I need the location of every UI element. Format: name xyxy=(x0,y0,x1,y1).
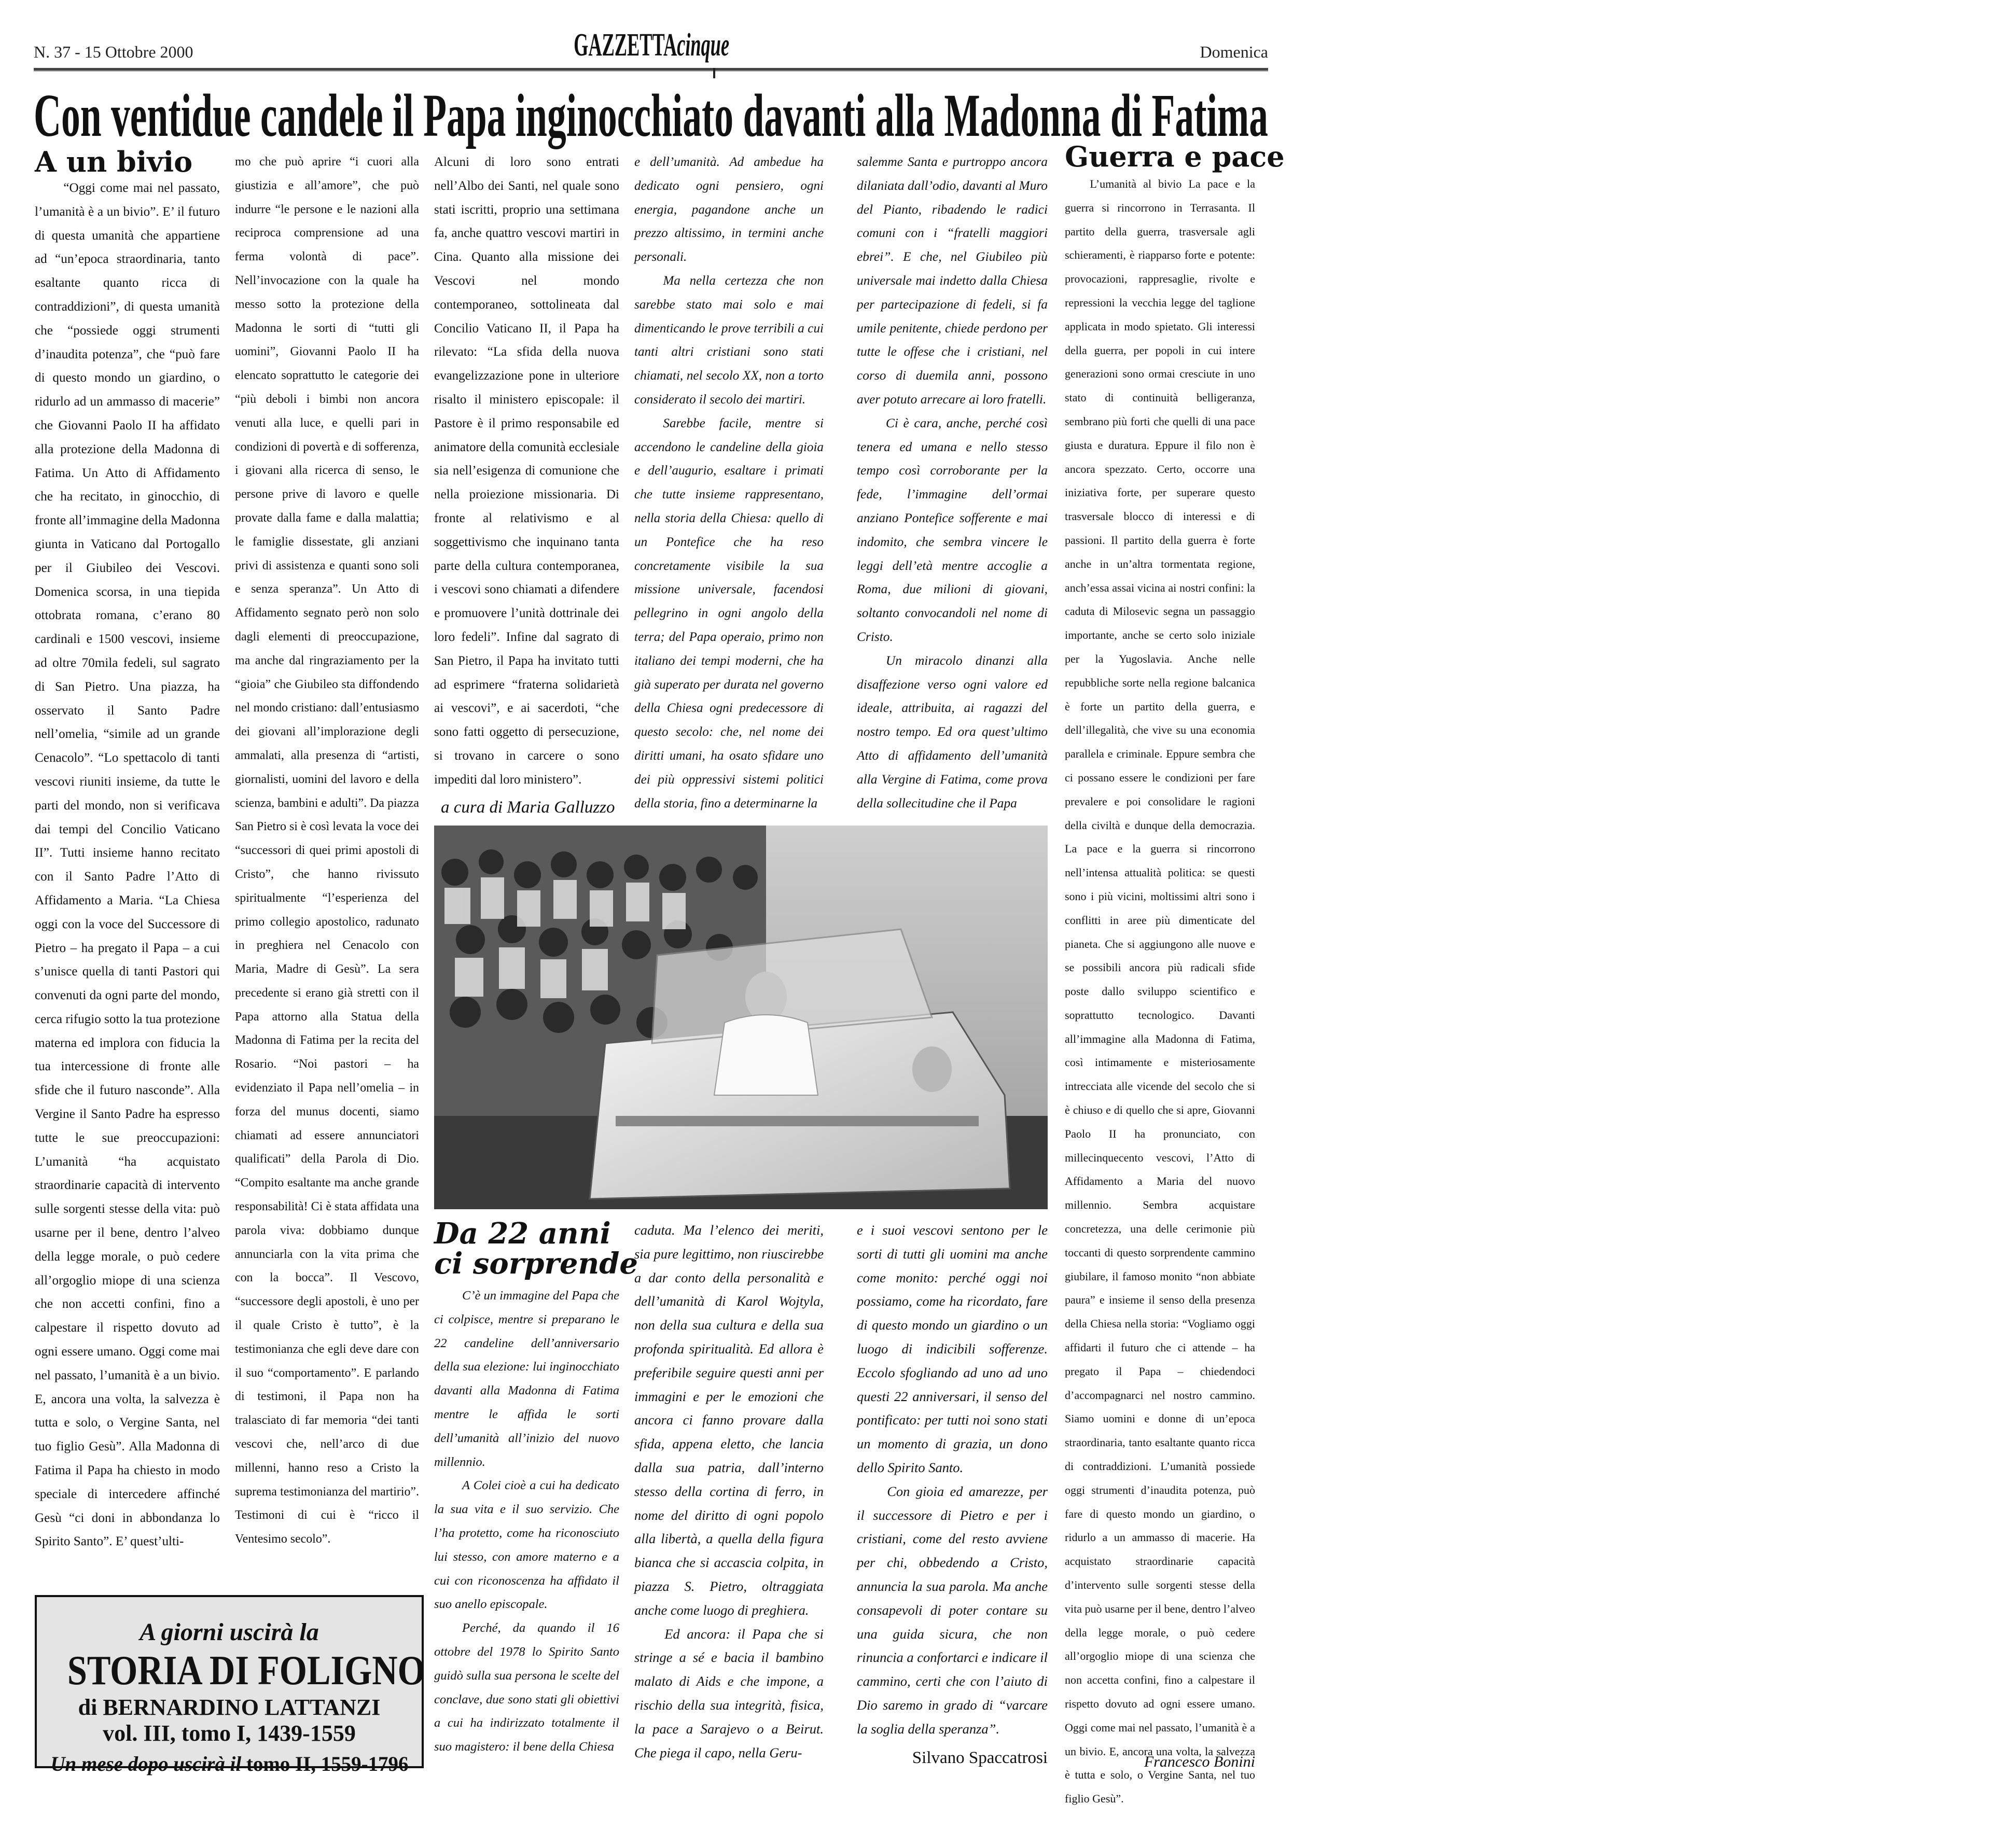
author-signature: Francesco Bonini xyxy=(1144,1753,1255,1770)
ad-next-prefix: Un mese dopo uscirà il xyxy=(50,1752,241,1775)
paragraph: Sarebbe facile, mentre si accendono le candeline della gioia e dell’augurio, esaltare i primati che tutte insieme rappresentano, nella storia della Chiesa: quello di un Pontefice che ha reso concretamente visibile la sua missione universale, facendosi pellegrino in ogni angolo della terra; del Papa operaio, primo non italiano dei tempi moderni, che ha già superato per durata nel governo della Chiesa ogni predecessore di questo secolo: che, nel nome dei diritti umani, ha osato sfidare uno dei più oppressivi sistemi politici della storia, fino a determinarne la xyxy=(634,416,824,810)
logo-main: GAZZETTA xyxy=(574,27,677,63)
article2-column-5-bottom xyxy=(857,1219,1048,1747)
paragraph: Con gioia ed amarezze, per il successore di Pietro e per i cristiani, come del resto avviene per chi, obbedendo a Cristo, annuncia la sua parola. Ma anche consapevoli di poter contare su una guida sicura, che non rinuncia a confortarci e indicare il cammino, certi che con l’aiuto di Dio saremo in grado di “varcare la soglia della speranza”. xyxy=(857,1483,1048,1737)
paragraph: Alcuni di loro sono entrati nell’Albo dei Santi, nel quale sono stati iscritti, proprio una settimana fa, anche quattro vescovi martiri in Cina. Quanto alla missione dei Vescovi nel mondo contemporaneo, sottolineata dal Concilio Vaticano II, il Papa ha rilevato: “La sfida della nuova evangelizzazione pone in ulteriore risalto il ministero episcopale: il Pastore è il primo responsabile ed animatore della comunità ecclesiale sia nell’esigenza di comunione che nella proiezione missionaria. Di fronte al relativismo e al soggettivismo che inquinano tanta parte della cultura contemporanea, i vescovi sono chiamati a difendere e promuovere l’unità dottrinale dei loro fedeli”. Infine dal sagrato di San Pietro, il Papa ha invitato tutti ad esprimere “fraterna solidarietà ai vescovi”, e ai sacerdoti, “che sono fatti oggetto di persecuzione, si trovano in carcere o sono impediti dal loro ministero”. xyxy=(434,155,620,787)
paragraph: Ed ancora: il Papa che si stringe a sé e bacia il bambino malato di Aids e che impone, a rischio della sua integrità, fisica, la pace a Sarajevo o a Beirut. Che piega il capo, nella Geru- xyxy=(634,1626,824,1760)
paragraph: Ci è cara, anche, perché così tenera ed umana e nello stesso tempo così corroborante per la fede, l’immagine dell’ormai anziano Pontefice sofferente e mai indomito, che sembra vincere le leggi dell’età mentre accoglie a Roma, due milioni di giovani, soltanto convocandoli nel nome di Cristo. xyxy=(857,415,1048,644)
book-advertisement xyxy=(35,1595,425,1775)
article1-column-3 xyxy=(434,150,619,793)
paragraph: e dell’umanità. Ad ambedue ha dedicato ogni pensiero, ogni energia, pagandone anche un prezzo altissimo, in termini anche personali. xyxy=(634,155,824,264)
issue-date: N. 37 - 15 Ottobre 2000 xyxy=(34,43,193,61)
ad-title: STORIA DI FOLIGNO xyxy=(67,1648,425,1694)
paragraph: salemme Santa e purtroppo ancora dilaniata dall’odio, davanti al Muro del Pianto, ribadendo le radici comuni con i “fratelli maggiori ebrei”. E che, nel Giubileo più universale mai indetto dalla Chiesa per partecipazione di fedeli, si fa umile penitente, chiede perdono per tutte le offese che i cristiani, nel corso di duemila anni, possono aver potuto arrecare ai loro fratelli. xyxy=(857,155,1048,407)
weekday: Domenica xyxy=(1200,43,1268,61)
page-headline: Con ventidue candele il Papa inginocchiato davanti alla Madonna di Fatima xyxy=(34,81,1268,149)
paragraph: mo che può aprire “i cuori alla giustizia e all’amore”, che può indurre “le persone e le nazioni alla reciproca comprensione ad una ferma volontà di pace”. Nell’invocazione con la quale ha messo sotto la protezione della Madonna le sorti di “tutti gli uomini”, Giovanni Paolo II ha elencato soprattutto le categorie dei “più deboli i bimbi non ancora venuti alla luce, e quelli pari in condizioni di povertà e di sofferenza, i giovani alla ricerca di senso, le persone prive di lavoro e quelle provate dalla fame e dalla malattia; le famiglie dissestate, gli anziani privi di assistenza e quanti sono soli e senza speranza”. Un Atto di Affidamento segnato però non solo dagli elementi di preoccupazione, ma anche dal ringraziamento per la “gioia” che Giubileo sta diffondendo nel mondo cristiano: dall’entusiasmo dei giovani all’implorazione degli ammalati, alla presenza di “artisti, giornalisti, uomini del lavoro e della scienza, bambini e adulti”. Da piazza San Pietro si è così levata la voce dei “successori di quei primi apostoli di Cristo”, che hanno rivissuto spiritualmente “l’esperienza del primo collegio apostolico, radunato in preghiera nel Cenacolo con Maria, Madre di Gesù”. La sera precedente si erano già stretti con il Papa attorno alla Statua della Madonna di Fatima per la recita del Rosario. “Noi pastori – ha evidenziato il Papa nell’omelia – in forza del munus docenti, siamo chiamati ad essere annunciatori qualificati” della Parola di Dio. “Compito esaltante ma anche grande responsabilità! Ci è stata affidata una parola viva: dobbiamo dunque annunciarla con la vita prima che con la bocca”. Il Vescovo, “successore degli apostoli, è uno per il quale Cristo è tutto”, è la testimonianza che egli deve dare con il suo “comportamento”. E parlando di testimoni, il Papa non ha tralasciato di far memoria “dei tanti vescovi che, nell’arco di due millenni, hanno reso a Cristo la suprema testimonianza del martirio”. Testimoni di cui è “ricco il Ventesimo secolo”. xyxy=(235,155,419,1546)
ad-intro: A giorni uscirà la xyxy=(140,1618,319,1646)
ad-author: di BERNARDINO LATTANZI xyxy=(78,1695,381,1720)
paragraph: caduta. Ma l’elenco dei meriti, sia pure legittimo, non riuscirebbe a dar conto della personalità e dell’umanità di Karol Wojtyla, non della sua cultura e della sua profonda spiritualità. Ed allora è preferibile seguire questi anni per immagini e per le emozioni che ancora ci fanno provare dalla sfida, appena eletto, che lancia dalla sua patria, dall’interno stesso della cortina di ferro, in nome del diritto di ogni popolo alla libertà, a quella della figura bianca che si accascia colpita, in piazza S. Pietro, oltraggiata anche come luogo di preghiera. xyxy=(634,1222,824,1618)
paragraph: Ma nella certezza che non sarebbe stato mai solo e mai dimenticando le prove terribili a cui tanti altri cristiani sono stati chiamati, nel secolo XX, non a torto considerato il secolo dei martiri. xyxy=(634,273,824,407)
article2-column-4-top xyxy=(634,150,824,822)
paragraph: L’umanità al bivio La pace e la guerra si rincorrono in Terrasanta. Il partito della guerra, trasversale agli schieramenti, è riapparso forte e potente: provocazioni, rappresaglie, rivolte e repressioni la vecchia legge del taglione applicata in modo spietato. Gli interessi della guerra, per popoli in cui intere generazioni sono ormai cresciute in uno stato di continuità belligeranza, sembrano più forti che quelli di una pace giusta e duratura. Eppure il filo non è ancora spezzato. Certo, occorre una iniziativa forte, per superare questo trasversale blocco di interessi e di passioni. Il partito della guerra è forte anche in un’altra tormentata regione, anch’essa assai vicina ai nostri confini: la caduta di Milosevic segna un passaggio importante, anche se certo solo iniziale per la Yugoslavia. Anche nelle repubbliche sorte nella regione balcanica è forte un partito della guerra, e dell’illegalità, che vive su una economia parallela e criminale. Eppure sembra che ci possano essere le condizioni per fare prevalere e poi consolidare le ragioni della civiltà e dunque della democrazia. La pace e la guerra si rincorrono nell’intensa attualità politica: se questi sono i più vicini, moltissimi altri sono i conflitti in aree più dimenticate del pianeta. Che si aggiungono alle nuove e se possibili ancora più radicali sfide poste dallo sviluppo scientifico e soprattutto tecnologico. Davanti all’immagine alla Madonna di Fatima, così intimamente e misteriosamente intrecciata alle vicende del secolo che si è chiuso e di quello che si apre, Giovanni Paolo II ha pronunciato, con millecinquecento vescovi, l’Atto di Affidamento a Maria del nuovo millennio. Sembra acquistare concretezza, una delle cerimonie più toccanti di questo sorprendente cammino giubilare, il famoso monito “non abbiate paura” e insieme il senso della presenza della Chiesa nella storia: “Vogliamo oggi affidarti il futuro che ci attende – ha pregato il Papa – chiedendoci d’accompagnarci nel nostro cammino. Siamo uomini e donne di un’epoca straordinaria, tanto esaltante quanto ricca di contraddizioni. L’umanità possiede oggi strumenti d’inaudita potenza, può fare di questo mondo un giardino, o ridurlo a un ammasso di macerie. Ha acquistato straordinarie capacità d’intervento sulle sorgenti stesse della vita può usarne per il bene, dentro l’alveo della legge morale, o può cedere all’orgoglio miope di una scienza che non accetta confini, fino a calpestare il rispetto dovuto ad ogni essere umano. Oggi come mai nel passato, l’umanità è a un bivio. E, ancora una volta, la salvezza è tutta e solo, o Vergine Santa, nel tuo figlio Gesù”. xyxy=(1065,177,1255,1806)
author-signature: Silvano Spaccatrosi xyxy=(912,1749,1048,1767)
ad-volume: vol. III, tomo I, 1439-1559 xyxy=(103,1721,356,1746)
section-title-a-un-bivio: A un bivio xyxy=(35,145,193,178)
masthead-rule xyxy=(34,68,1268,72)
ad-next-volume: tomo II, 1559-1796 xyxy=(246,1752,408,1775)
news-photo xyxy=(434,826,1048,1209)
article1-column-2 xyxy=(235,150,419,1566)
article2-column-4-bottom xyxy=(634,1219,824,1766)
newspaper-logo xyxy=(519,27,778,63)
section-title-da-22-anni-line2: ci sorprende xyxy=(434,1247,638,1281)
paragraph: “Oggi come mai nel passato, l’umanità è a un bivio”. E’ il futuro di questa umanità che appartiene ad “un’epoca straordinaria, tanto esaltante quanto ricca di contraddizioni”, di questa umanità che “possiede oggi strumenti d’inaudita potenza”, che “può fare di questo mondo un giardino, o ridurlo ad un ammasso di macerie” che Giovanni Paolo II ha affidato alla protezione della Madonna di Fatima. Un Atto di Affidamento che ha recitato, in ginocchio, di fronte all’immagine della Madonna giunta in Vaticano dal Portogallo per il Giubileo dei Vescovi. Domenica scorsa, in una tiepida ottobrata romana, c’erano 80 cardinali e 1500 vescovi, insieme ad oltre 70mila fedeli, sul sagrato di San Pietro. Una piazza, ha osservato il Santo Padre nell’omelia, “simile ad un grande Cenacolo”. “Lo spettacolo di tanti vescovi riuniti insieme, da tutte le parti del mondo, non si verificava dai tempi del Concilio Vaticano II”. Tutti insieme hanno recitato con il Santo Padre l’Atto di Affidamento a Maria. “La Chiesa oggi con la voce del Successore di Pietro – ha pregato il Papa – a cui s’unisce quella di tanti Pastori qui convenuti da ogni parte del mondo, cerca rifugio sotto la tua protezione materna ed implora con fiducia la tua intercessione di fronte alle sfide che il futuro nasconde”. Alla Vergine il Santo Padre ha espresso tutte le sue preoccupazioni: L’umanità “ha acquistato straordinarie capacità di intervento sulle sorgenti stesse della vita: può usarne per il bene, dentro l’alveo della legge morale, o può cedere all’orgoglio miope di una scienza che non accetti confini, fino a calpestare il rispetto dovuto ad ogni essere umano. Oggi come mai nel passato, l’umanità è a un bivio. E, ancora una volta, la salvezza è tutta e solo, o Vergine Santa, nel tuo figlio Gesù”. Alla Madonna di Fatima il Papa ha chiesto in modo speciale di intercedere affinché Gesù “ci doni in abbondanza lo Spirito Santo”. E’ quest’ulti- xyxy=(35,181,220,1549)
section-title-da-22-anni-line1: Da 22 anni xyxy=(434,1216,611,1251)
article1-column-1 xyxy=(35,176,220,1566)
paragraph: e i suoi vescovi sentono per le sorti di tutti gli uomini ma anche come monito: perché oggi noi possiamo, come ha ricordato, fare di questo mondo un giardino o un luogo di indicibili sofferenze. Eccolo sfogliando ad uno ad uno questi 22 anniversari, il senso del pontificato: per tutti noi sono stati un momento di grazia, un dono dello Spirito Santo. xyxy=(857,1222,1048,1475)
section-title-guerra-e-pace: Guerra e pace xyxy=(1065,140,1285,173)
article2-column-3-bottom xyxy=(434,1284,619,1766)
byline: a cura di Maria Galluzzo xyxy=(441,798,615,817)
logo-sub: cinque xyxy=(677,27,730,63)
paragraph: Un miracolo dinanzi alla disaffezione verso ogni valore ed ideale, attribuita, ai ragazzi del nostro tempo. Ed ora quest’ultimo Atto di affidamento dell’umanità alla Vergine di Fatima, come prova della sollecitudine che il Papa xyxy=(857,653,1048,810)
photo-pope-crowd-icon xyxy=(434,826,1048,1209)
paragraph: Perché, da quando il 16 ottobre del 1978 lo Spirito Santo guidò sulla sua persona le scelte del conclave, due sono stati gli obiettivi a cui ha indirizzato totalmente il suo magistero: il bene della Chiesa xyxy=(434,1621,619,1754)
paragraph: A Colei cioè a cui ha dedicato la sua vita e il suo servizio. Che l’ha protetto, come ha riconosciuto lui stesso, con amore materno e a cui con riconoscenza ha affidato il suo anello episcopale. xyxy=(434,1478,619,1612)
article2-column-5-top xyxy=(857,150,1048,822)
masthead-rule-tick xyxy=(713,68,715,78)
paragraph: C’è un immagine del Papa che ci colpisce, mentre si preparano le 22 candeline dell’anniversario della sua elezione: lui inginocchiato davanti alla Madonna di Fatima mentre le affida le sorti dell’umanità all’inizio del nuovo millennio. xyxy=(434,1289,619,1469)
